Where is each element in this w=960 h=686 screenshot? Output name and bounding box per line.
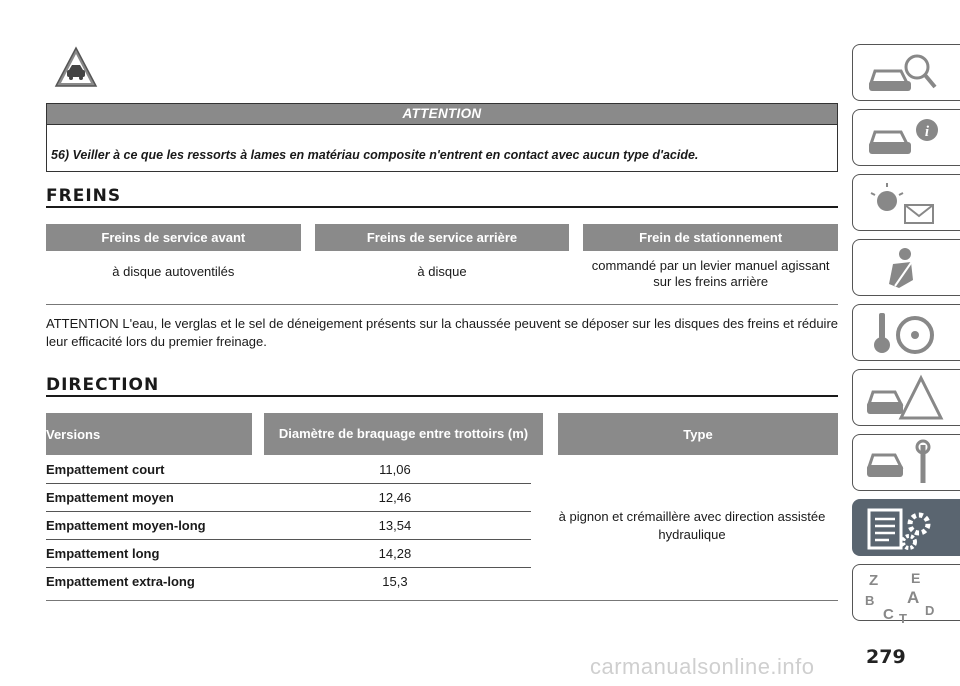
direction-header-diametre: Diamètre de braquage entre trottoirs (m): [264, 413, 543, 455]
freins-table: [46, 224, 838, 305]
attention-text: 56) Veiller à ce que les ressorts à lames en matériau composite n'entrent en contact avec aucun type d'acide.: [51, 148, 699, 162]
steering-type: à pignon et crémaillère avec direction assistée hydraulique: [558, 508, 826, 542]
version-name: Empattement court: [46, 462, 165, 477]
seat-safety-icon: [865, 244, 945, 294]
tab-car-search[interactable]: [852, 44, 960, 101]
turning-diameter: 15,3: [382, 574, 408, 589]
freins-value-stationnement: commandé par un levier manuel agissant sur les freins arrière: [591, 258, 830, 289]
freins-header-stationnement: Frein de stationnement: [583, 224, 838, 251]
key-steering-icon: [865, 309, 945, 359]
index-letter: C: [883, 606, 894, 623]
table-row: [46, 512, 531, 540]
warning-lights-icon: [865, 179, 945, 229]
turning-diameter: 12,46: [378, 490, 412, 505]
tab-car-warning[interactable]: [852, 369, 960, 426]
tab-warning-lights[interactable]: [852, 174, 960, 231]
index-letter: T: [899, 611, 907, 623]
table-row: [46, 484, 531, 512]
turning-diameter: 13,54: [378, 518, 412, 533]
freins-header-avant: Freins de service avant: [46, 224, 301, 251]
index-letter: D: [925, 603, 935, 618]
index-letter: B: [865, 593, 875, 608]
version-name: Empattement extra-long: [46, 574, 195, 589]
table-bottom-rule: [46, 600, 838, 601]
freins-header-arriere: Freins de service arrière: [315, 224, 570, 251]
section-title-direction: DIRECTION: [46, 375, 160, 395]
car-search-icon: [865, 49, 945, 99]
car-info-icon: [865, 114, 945, 164]
direction-header-type: Type: [558, 413, 838, 455]
section-rule: [46, 395, 838, 397]
turning-diameter: 14,28: [378, 546, 412, 561]
table-row: [46, 540, 531, 568]
direction-table: [46, 413, 838, 595]
car-warning-icon: [54, 46, 98, 90]
table-row: [46, 456, 531, 484]
tab-car-wrench[interactable]: [852, 434, 960, 491]
tab-specs[interactable]: [852, 499, 960, 556]
index-letters-icon: [865, 569, 945, 623]
specs-gears-icon: [865, 504, 945, 554]
section-title-freins: FREINS: [46, 186, 122, 206]
attention-heading: ATTENTION: [47, 104, 837, 125]
car-warning-icon: [865, 374, 945, 424]
svg-text:i: i: [924, 124, 930, 140]
section-rule: [46, 206, 838, 208]
index-letter: E: [911, 570, 921, 586]
page-number: 279: [866, 646, 906, 668]
watermark: carmanualsonline.info: [590, 654, 815, 679]
tab-car-info[interactable]: [852, 109, 960, 166]
index-letter: A: [907, 588, 920, 607]
tab-index[interactable]: [852, 564, 960, 621]
version-name: Empattement moyen-long: [46, 518, 206, 533]
turning-diameter: 11,06: [379, 462, 411, 477]
version-name: Empattement long: [46, 546, 160, 561]
direction-header-versions: Versions: [46, 413, 252, 455]
tab-key-steering[interactable]: [852, 304, 960, 361]
freins-value-arriere: à disque: [417, 264, 467, 279]
freins-value-avant: à disque autoventilés: [112, 264, 235, 279]
index-letter: Z: [869, 572, 879, 589]
version-name: Empattement moyen: [46, 490, 174, 505]
car-wrench-icon: [865, 439, 945, 489]
table-row: [46, 568, 531, 595]
freins-note: ATTENTION L'eau, le verglas et le sel de déneigement présents sur la chaussée peuvent se déposer sur les disques des freins et réduire leur efficacité lors du premier freinage.: [46, 316, 838, 349]
attention-box: [46, 103, 838, 172]
tab-seat-safety[interactable]: [852, 239, 960, 296]
